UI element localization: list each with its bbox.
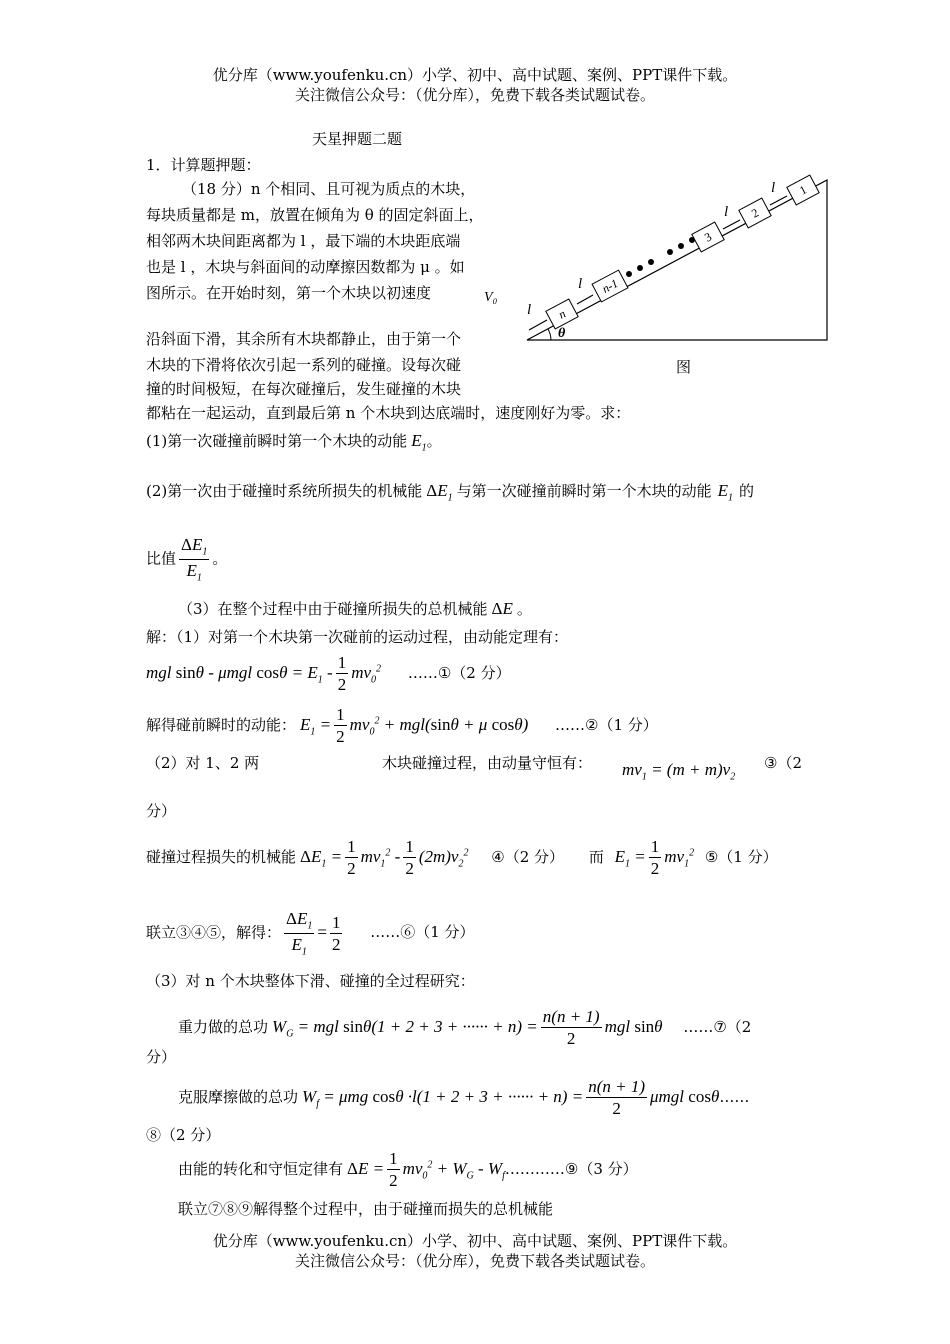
question-1: (1)第一次碰撞前瞬时第一个木块的动能 $E_1$。 (146, 431, 442, 454)
svg-text:n-1: n-1 (599, 276, 621, 296)
svg-text:l: l (724, 204, 729, 220)
section-heading: 1．计算题押题： (146, 156, 261, 174)
equation-3: $mv_1 = (m + m)v_2$ (622, 760, 736, 783)
ellipsis-dots (626, 237, 695, 277)
solution-step-3b: 木块碰撞过程，由动量守恒有： (382, 754, 593, 772)
svg-text:3: 3 (702, 229, 714, 245)
problem-line-8: 撞的时间极短，在每次碰撞后，发生碰撞的木块 (146, 380, 462, 398)
equation-9: 由能的转化和守恒定律有 ΔE = $\frac{1}{2}$ $mv_0^2 + W_G$ - $W_f\dots\dots\dots\dots ⑨(3$ 分） (178, 1149, 638, 1191)
figure-caption: 图 (676, 358, 692, 376)
l-labels (527, 180, 775, 318)
theta-label: θ (558, 326, 566, 341)
equation-2: 解得碰前瞬时的动能： $E_1$ = $\frac{1}{2}$ $mv_0^2 + mgl(\sin\theta + \mu$ cosθ) ……②（1 分） (146, 705, 658, 747)
problem-line-3: 相邻两木块间距离都为 l ，最下端的木块距底端 (146, 232, 461, 250)
solution-step-1: 解：（1）对第一个木块第一次碰前的运动过程，由动能定理有： (146, 628, 569, 646)
svg-text:2: 2 (749, 205, 761, 221)
svg-text:n: n (556, 306, 568, 322)
block-3 (692, 222, 724, 252)
block-1 (787, 175, 819, 205)
svg-text:l: l (578, 276, 583, 292)
problem-line-5: 图所示。在开始时刻，第一个木块以初速度 (146, 284, 432, 302)
theta-arc (548, 329, 551, 340)
solution-step-10: 联立⑦⑧⑨解得整个过程中，由于碰撞而损失的总机械能 (178, 1200, 554, 1218)
incline-figure (515, 172, 835, 377)
header-line-2: 关注微信公众号：（优分库），免费下载各类试题试卷。 (294, 86, 655, 104)
equation-3-note: ③（2 (764, 754, 802, 772)
equation-3-note-cont: 分） (146, 802, 177, 820)
problem-line-1: （18 分）n 个相同、且可视为质点的木块， (182, 180, 476, 198)
v0-symbol: V₀ (484, 290, 498, 305)
svg-text:l: l (527, 302, 532, 318)
svg-text:l: l (771, 180, 776, 196)
footer-line-2: 关注微信公众号：（优分库），免费下载各类试题试卷。 (294, 1252, 655, 1270)
problem-line-7: 木块的下滑将依次引起一系列的碰撞。设每次碰 (146, 356, 462, 374)
block-2 (739, 198, 771, 228)
equation-7: 重力做的总功 $W_G$ = mgl sinθ(1 + 2 + 3 + ······ + n) = $\frac{n(n + 1)}{2}$ mgl sinθ ……⑦（2 (178, 1007, 752, 1049)
question-2-ratio: 比值 $\frac{\Delta E_1}{E_1}$ 。 (146, 535, 228, 584)
problem-line-4: 也是 l ，木块与斜面间的动摩擦因数都为 μ 。如 (146, 258, 465, 276)
equation-7-note-cont: 分） (146, 1048, 177, 1066)
solution-step-3a: （2）对 1、2 两 (146, 754, 260, 772)
svg-text:1: 1 (797, 182, 809, 198)
problem-line-2: 每块质量都是 m，放置在倾角为 θ 的固定斜面上， (146, 206, 484, 224)
footer-line-1: 优分库（www.youfenku.cn）小学、初中、高中试题、案例、PPT课件下载。 (212, 1232, 738, 1250)
problem-line-9: 都粘在一起运动，直到最后第 n 个木块到达底端时，速度刚好为零。求： (146, 404, 631, 422)
question-2: (2)第一次由于碰撞时系统所损失的机械能 $\Delta E_1$ 与第一次碰撞前瞬时第一个木块的动能 $E_1$ 的 (146, 481, 754, 504)
solution-step-6: （3）对 n 个木块整体下滑、碰撞的全过程研究： (146, 972, 475, 990)
page-title: 天星押题二题 (312, 130, 403, 148)
equation-4: 碰撞过程损失的机械能 $\Delta E_1$ = $\frac{1}{2}$ $mv_1^2$ - $\frac{1}{2}$ $(2m)v_2^2$ ④（2 分） 而 $E_1$ = $\frac{1}{2}$ $mv_1^2$ ⑤（1 分） (146, 837, 778, 879)
question-3: （3）在整个过程中由于碰撞所损失的总机械能 ΔE 。 (178, 599, 532, 618)
equation-8: 克服摩擦做的总功 $W_f = \mu mg$ cosθ ·l(1 + 2 + 3 + ······ + n) = $\frac{n(n + 1)}{2}$ μmgl cosθ…… (178, 1077, 750, 1119)
header-line-1: 优分库（www.youfenku.cn）小学、初中、高中试题、案例、PPT课件下载。 (212, 66, 738, 84)
equation-6: 联立③④⑤，解得： $\frac{\Delta E_1}{E_1}$ = $\frac{1}{2}$ ……⑥（1 分） (146, 909, 475, 958)
block-n (546, 299, 578, 329)
problem-line-6: 沿斜面下滑，其余所有木块都静止，由于第一个 (146, 330, 462, 348)
equation-1: mgl sinθ - μmgl $\cos\theta = E_1$ - $\frac{1}{2}$ $mv_0^2$ ……①（2 分） (146, 653, 511, 695)
equation-8-note: ⑧（2 分） (146, 1126, 221, 1144)
block-n-minus-1 (592, 270, 628, 302)
